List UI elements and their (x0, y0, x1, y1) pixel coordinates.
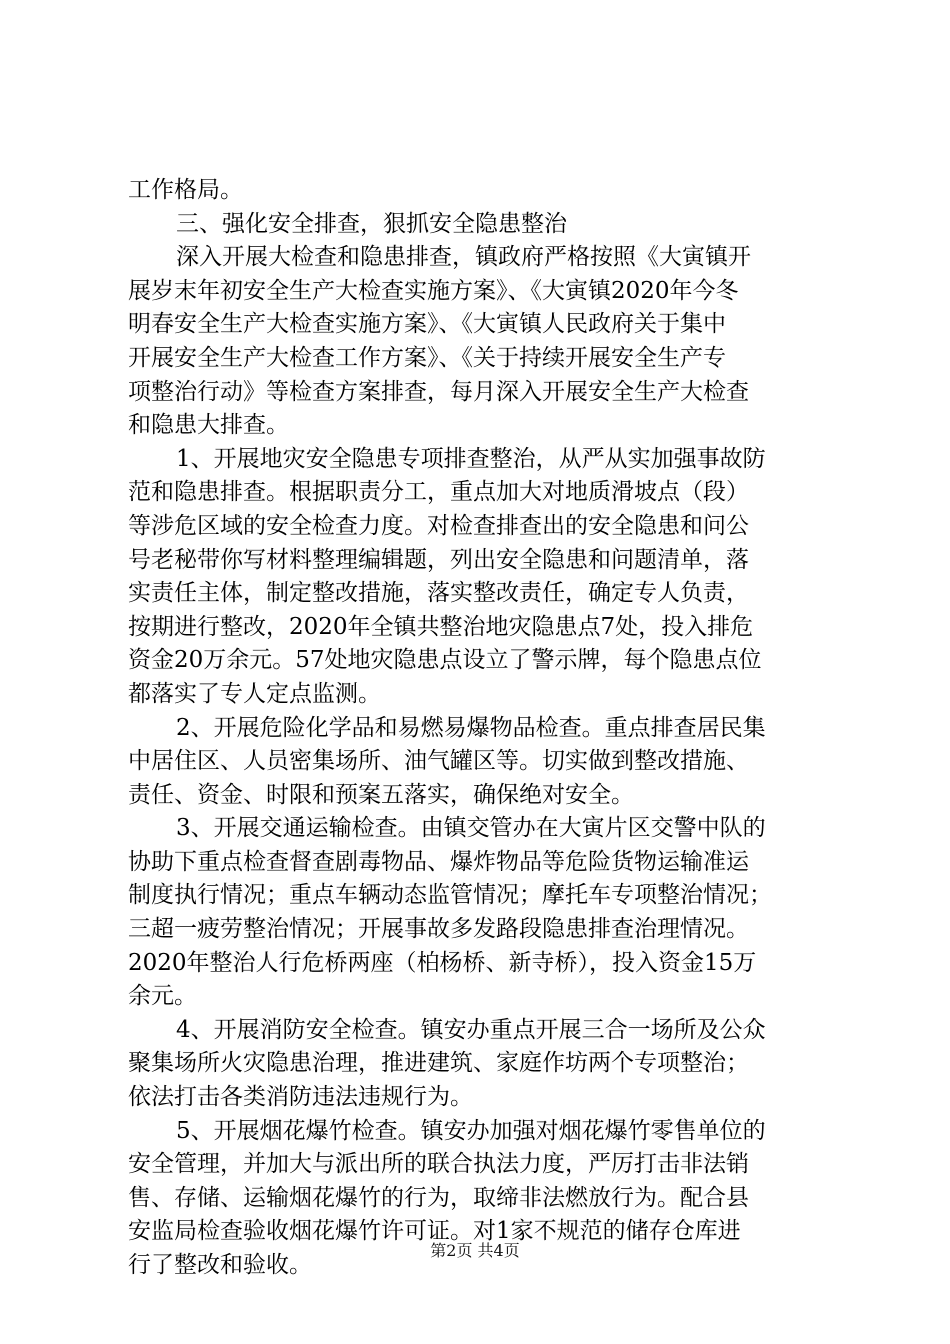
text-line: 实责任主体，制定整改措施，落实整改责任，确定专人负责， (128, 580, 749, 607)
text-line: 1、开展地灾安全隐患专项排查整治，从严从实加强事故防 (176, 445, 766, 472)
text-line: 安全管理，并加大与派出所的联合执法力度，严厉打击非法销 (128, 1151, 749, 1178)
text-line: 2、开展危险化学品和易燃易爆物品检查。重点排查居民集 (176, 714, 766, 741)
text-line: 售、存储、运输烟花爆竹的行为，取缔非法燃放行为。配合县 (128, 1184, 749, 1211)
text-line: 按期进行整改，2020年全镇共整治地灾隐患点7处，投入排危 (128, 613, 754, 640)
page-footer: 第2页 共4页 (430, 1241, 520, 1260)
text-line: 制度执行情况；重点车辆动态监管情况；摩托车专项整治情况； (128, 882, 772, 909)
text-line: 都落实了专人定点监测。 (128, 680, 381, 707)
text-line: 聚集场所火灾隐患治理，推进建筑、家庭作坊两个专项整治； (128, 1050, 749, 1077)
text-line: 余元。 (128, 983, 197, 1010)
text-line: 明春安全生产大检查实施方案》、《大寅镇人民政府关于集中 (128, 311, 726, 338)
text-line: 安监局检查验收烟花爆竹许可证。对1家不规范的储存仓库进 (128, 1218, 741, 1245)
text-line: 2020年整治人行危桥两座（柏杨桥、新寺桥），投入资金15万 (128, 949, 757, 976)
text-line: 中居住区、人员密集场所、油气罐区等。切实做到整改措施、 (128, 748, 749, 775)
text-line: 协助下重点检查督查剧毒物品、爆炸物品等危险货物运输准运 (128, 848, 749, 875)
text-line: 三超一疲劳整治情况；开展事故多发路段隐患排查治理情况。 (128, 916, 749, 943)
text-line: 和隐患大排查。 (128, 412, 289, 439)
section-heading: 三、强化安全排查，狠抓安全隐患整治 (176, 210, 567, 237)
text-line: 开展安全生产大检查工作方案》、《关于持续开展安全生产专 (128, 344, 726, 371)
text-line: 展岁末年初安全生产大检查实施方案》、《大寅镇2020年今冬 (128, 277, 739, 304)
text-line: 深入开展大检查和隐患排查，镇政府严格按照《大寅镇开 (176, 244, 751, 271)
text-line: 工作格局。 (128, 177, 243, 203)
text-line: 责任、资金、时限和预案五落实，确保绝对安全。 (128, 781, 634, 808)
text-line: 5、开展烟花爆竹检查。镇安办加强对烟花爆竹零售单位的 (176, 1117, 766, 1144)
text-line: 依法打击各类消防违法违规行为。 (128, 1084, 473, 1111)
text-line: 号老秘带你写材料整理编辑题，列出安全隐患和问题清单，落 (128, 546, 749, 573)
text-line: 行了整改和验收。 (128, 1252, 312, 1278)
text-line: 资金20万余元。57处地灾隐患点设立了警示牌，每个隐患点位 (128, 647, 762, 674)
text-line: 等涉危区域的安全检查力度。对检查排查出的安全隐患和问公 (128, 512, 749, 539)
text-line: 项整治行动》等检查方案排查，每月深入开展安全生产大检查 (128, 378, 749, 405)
text-line: 3、开展交通运输检查。由镇交管办在大寅片区交警中队的 (176, 815, 766, 842)
document-body (128, 174, 830, 1283)
text-line: 4、开展消防安全检查。镇安办重点开展三合一场所及公众 (176, 1016, 766, 1043)
text-line: 范和隐患排查。根据职责分工，重点加大对地质滑坡点（段） (128, 479, 749, 506)
